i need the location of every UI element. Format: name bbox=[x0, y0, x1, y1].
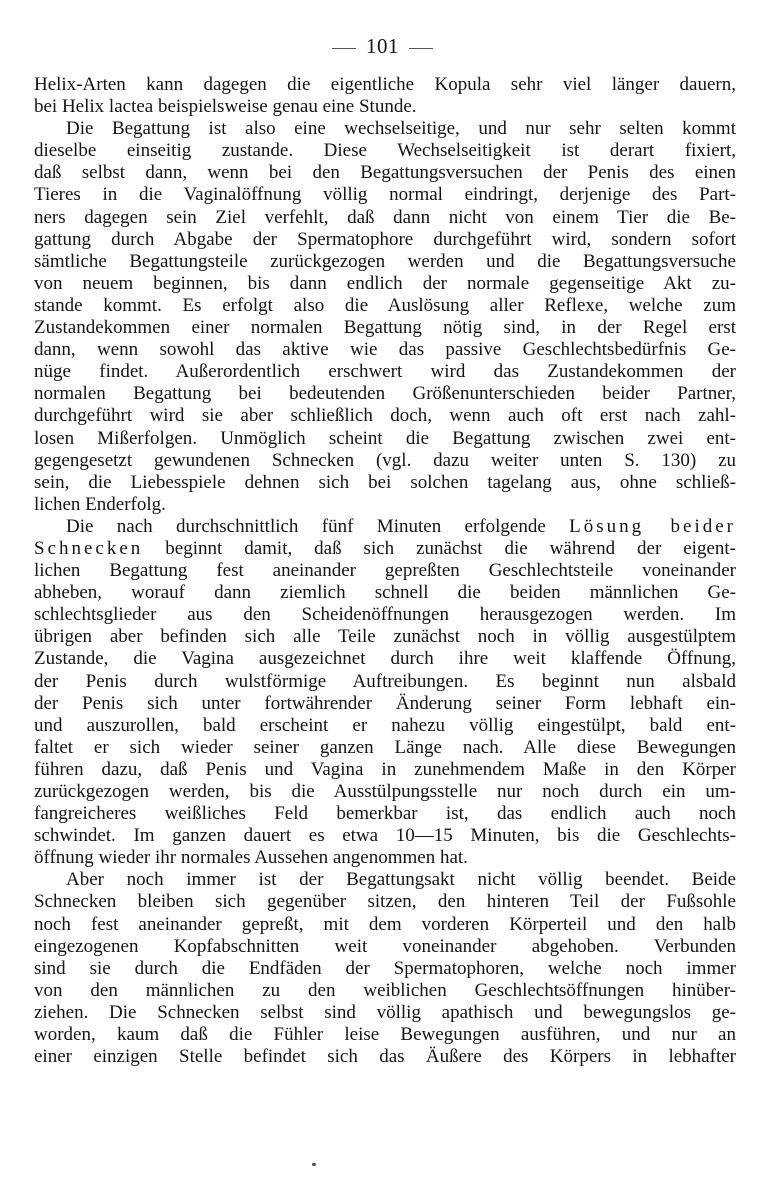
body-text bbox=[34, 74, 736, 1068]
print-speck bbox=[312, 1163, 316, 1166]
text-line bbox=[34, 869, 736, 891]
line-text: Zustandekommen einer normalen Begattung nötig sind, in der Regel erst bbox=[34, 317, 736, 339]
line-text: Tieres in die Vaginalöffnung völlig normal eindringt, derjenige des Part- bbox=[34, 184, 736, 206]
text-line bbox=[34, 737, 736, 759]
text-line bbox=[34, 715, 736, 737]
text-line bbox=[34, 891, 736, 913]
text-line bbox=[34, 560, 736, 582]
right-dash bbox=[409, 48, 433, 49]
text-line bbox=[34, 626, 736, 648]
line-text: dann, wenn sowohl das aktive wie das passive Geschlechtsbedürfnis Ge- bbox=[34, 339, 736, 361]
text-line bbox=[34, 847, 736, 869]
line-text: durchgeführt wird sie aber schließlich doch, wenn auch oft erst nach zahl- bbox=[34, 405, 736, 427]
line-text: der Penis durch wulstförmige Auftreibungen. Es beginnt nun alsbald bbox=[34, 670, 736, 692]
text-line bbox=[34, 184, 736, 206]
line-text: Die Begattung ist also eine wechselseitige, und nur sehr selten kommt bbox=[66, 118, 736, 140]
line-text: von den männlichen zu den weiblichen Geschlechtsöffnungen hinüber- bbox=[34, 979, 736, 1001]
line-text: bei Helix lactea beispielsweise genau eine Stunde. bbox=[34, 96, 417, 118]
line-text: Helix-Arten kann dagegen die eigentliche Kopula sehr viel länger dauern, bbox=[34, 74, 736, 95]
text-line bbox=[34, 1024, 736, 1046]
line-text: Schnecken bleiben sich gegenüber sitzen, den hinteren Teil der Fußsohle bbox=[34, 891, 736, 913]
text-line bbox=[34, 472, 736, 494]
text-line bbox=[34, 1002, 736, 1024]
text-line bbox=[34, 759, 736, 781]
line-text: worden, kaum daß die Fühler leise Bewegungen ausführen, und nur an bbox=[34, 1024, 736, 1046]
line-text: noch fest aneinander gepreßt, mit dem vorderen Körperteil und den halb bbox=[34, 913, 736, 935]
line-text: dieselbe einseitig zustande. Diese Wechselseitigkeit ist derart fixiert, bbox=[34, 140, 736, 162]
line-text: ziehen. Die Schnecken selbst sind völlig apathisch und bewegungslos ge- bbox=[34, 1001, 736, 1023]
text-line bbox=[34, 958, 736, 980]
text-line bbox=[34, 428, 736, 450]
line-text: stande kommt. Es erfolgt also die Auslösung aller Reflexe, welche zum bbox=[34, 294, 736, 316]
text-line bbox=[34, 251, 736, 273]
line-text: daß selbst dann, wenn bei den Begattungsversuchen der Penis des einen bbox=[34, 162, 736, 184]
line-text: ners dagegen sein Ziel verfehlt, daß dann nicht von einem Tier die Be- bbox=[34, 206, 736, 228]
spaced-emphasis: Schnecken bbox=[34, 537, 144, 559]
line-text: öffnung wieder ihr normales Aussehen angenommen hat. bbox=[34, 847, 468, 869]
text-line bbox=[34, 317, 736, 339]
line-text: losen Mißerfolgen. Unmöglich scheint die Begattung zwischen zwei ent- bbox=[34, 427, 736, 449]
text-line bbox=[34, 273, 736, 295]
text-line bbox=[34, 582, 736, 604]
line-text: und auszurollen, bald erscheint er nahezu völlig eingestülpt, bald ent- bbox=[34, 714, 736, 736]
text-line bbox=[34, 980, 736, 1002]
line-text: lichen Begattung fest aneinander gepreßten Geschlechtsteile voneinander bbox=[34, 560, 736, 582]
text-line bbox=[34, 450, 736, 472]
line-text: gattung durch Abgabe der Spermatophore durchgeführt wird, sondern sofort bbox=[34, 228, 736, 250]
text-line bbox=[34, 648, 736, 670]
text-line bbox=[34, 671, 736, 693]
line-text: gegengesetzt gewundenen Schnecken (vgl. dazu weiter unten S. 130) zu bbox=[34, 449, 736, 471]
line-text: Aber noch immer ist der Begattungsakt nicht völlig beendet. Beide bbox=[66, 869, 736, 891]
page-number: 101 bbox=[366, 34, 399, 58]
text-line bbox=[34, 140, 736, 162]
text-line bbox=[34, 74, 736, 96]
text-line bbox=[34, 405, 736, 427]
line-text: normalen Begattung bei bedeutenden Größenunterschieden beider Partner, bbox=[34, 383, 736, 405]
text-line bbox=[34, 803, 736, 825]
text-line bbox=[34, 118, 736, 140]
text-line bbox=[34, 538, 736, 560]
line-text: beginnt damit, daß sich zunächst die während der eigent- bbox=[165, 537, 736, 559]
text-line bbox=[34, 339, 736, 361]
text-line bbox=[34, 936, 736, 958]
text-line bbox=[34, 494, 736, 516]
text-line bbox=[34, 604, 736, 626]
text-line bbox=[34, 781, 736, 803]
text-line bbox=[34, 162, 736, 184]
line-text: übrigen aber befinden sich alle Teile zunächst noch in völlig ausgestülptem bbox=[34, 626, 736, 648]
line-text: faltet er sich wieder seiner ganzen Länge nach. Alle diese Bewegungen bbox=[34, 736, 736, 758]
line-text: der Penis sich unter fortwährender Änderung seiner Form lebhaft ein- bbox=[34, 692, 736, 714]
line-text: schlechtsglieder aus den Scheidenöffnungen herausgezogen werden. Im bbox=[34, 604, 736, 626]
line-text: schwindet. Im ganzen dauert es etwa 10—15 Minuten, bis die Geschlechts- bbox=[34, 825, 736, 847]
text-line bbox=[34, 516, 736, 538]
line-text: sämtliche Begattungsteile zurückgezogen werden und die Begattungsversuche bbox=[34, 250, 736, 272]
spaced-emphasis: Lösung beider bbox=[569, 515, 736, 537]
line-text: Zustande, die Vagina ausgezeichnet durch ihre weit klaffende Öffnung, bbox=[34, 648, 736, 670]
text-line bbox=[34, 229, 736, 251]
line-text: sind sie durch die Endfäden der Spermatophoren, welche noch immer bbox=[34, 957, 736, 979]
line-text: lichen Enderfolg. bbox=[34, 493, 166, 515]
line-text: eingezogenen Kopfabschnitten weit voneinander abgehoben. Verbunden bbox=[34, 935, 736, 957]
line-text: führen dazu, daß Penis und Vagina in zunehmendem Maße in den Körper bbox=[34, 758, 736, 780]
line-text: fangreicheres weißliches Feld bemerkbar ist, das endlich auch noch bbox=[34, 803, 736, 825]
text-line bbox=[34, 295, 736, 317]
text-line bbox=[34, 825, 736, 847]
text-line bbox=[34, 914, 736, 936]
line-text: einer einzigen Stelle befindet sich das Äußere des Körpers in lebhafter bbox=[34, 1046, 736, 1068]
text-line bbox=[34, 693, 736, 715]
line-text: Die nach durchschnittlich fünf Minuten erfolgende bbox=[66, 515, 546, 537]
text-line bbox=[34, 96, 736, 118]
text-line bbox=[34, 1046, 736, 1068]
text-line bbox=[34, 361, 736, 383]
left-dash bbox=[332, 48, 356, 49]
line-text: sein, die Liebesspiele dehnen sich bei solchen tagelang aus, ohne schließ- bbox=[34, 471, 736, 493]
line-text: nüge findet. Außerordentlich erschwert wird das Zustandekommen der bbox=[34, 361, 736, 383]
page-number-header bbox=[0, 34, 765, 58]
line-text: abheben, worauf dann ziemlich schnell die beiden männlichen Ge- bbox=[34, 582, 736, 604]
line-text: zurückgezogen werden, bis die Ausstülpungsstelle nur noch durch ein um- bbox=[34, 781, 736, 802]
line-text: von neuem beginnen, bis dann endlich der normale gegenseitige Akt zu- bbox=[34, 272, 736, 294]
text-line bbox=[34, 383, 736, 405]
text-line bbox=[34, 207, 736, 229]
